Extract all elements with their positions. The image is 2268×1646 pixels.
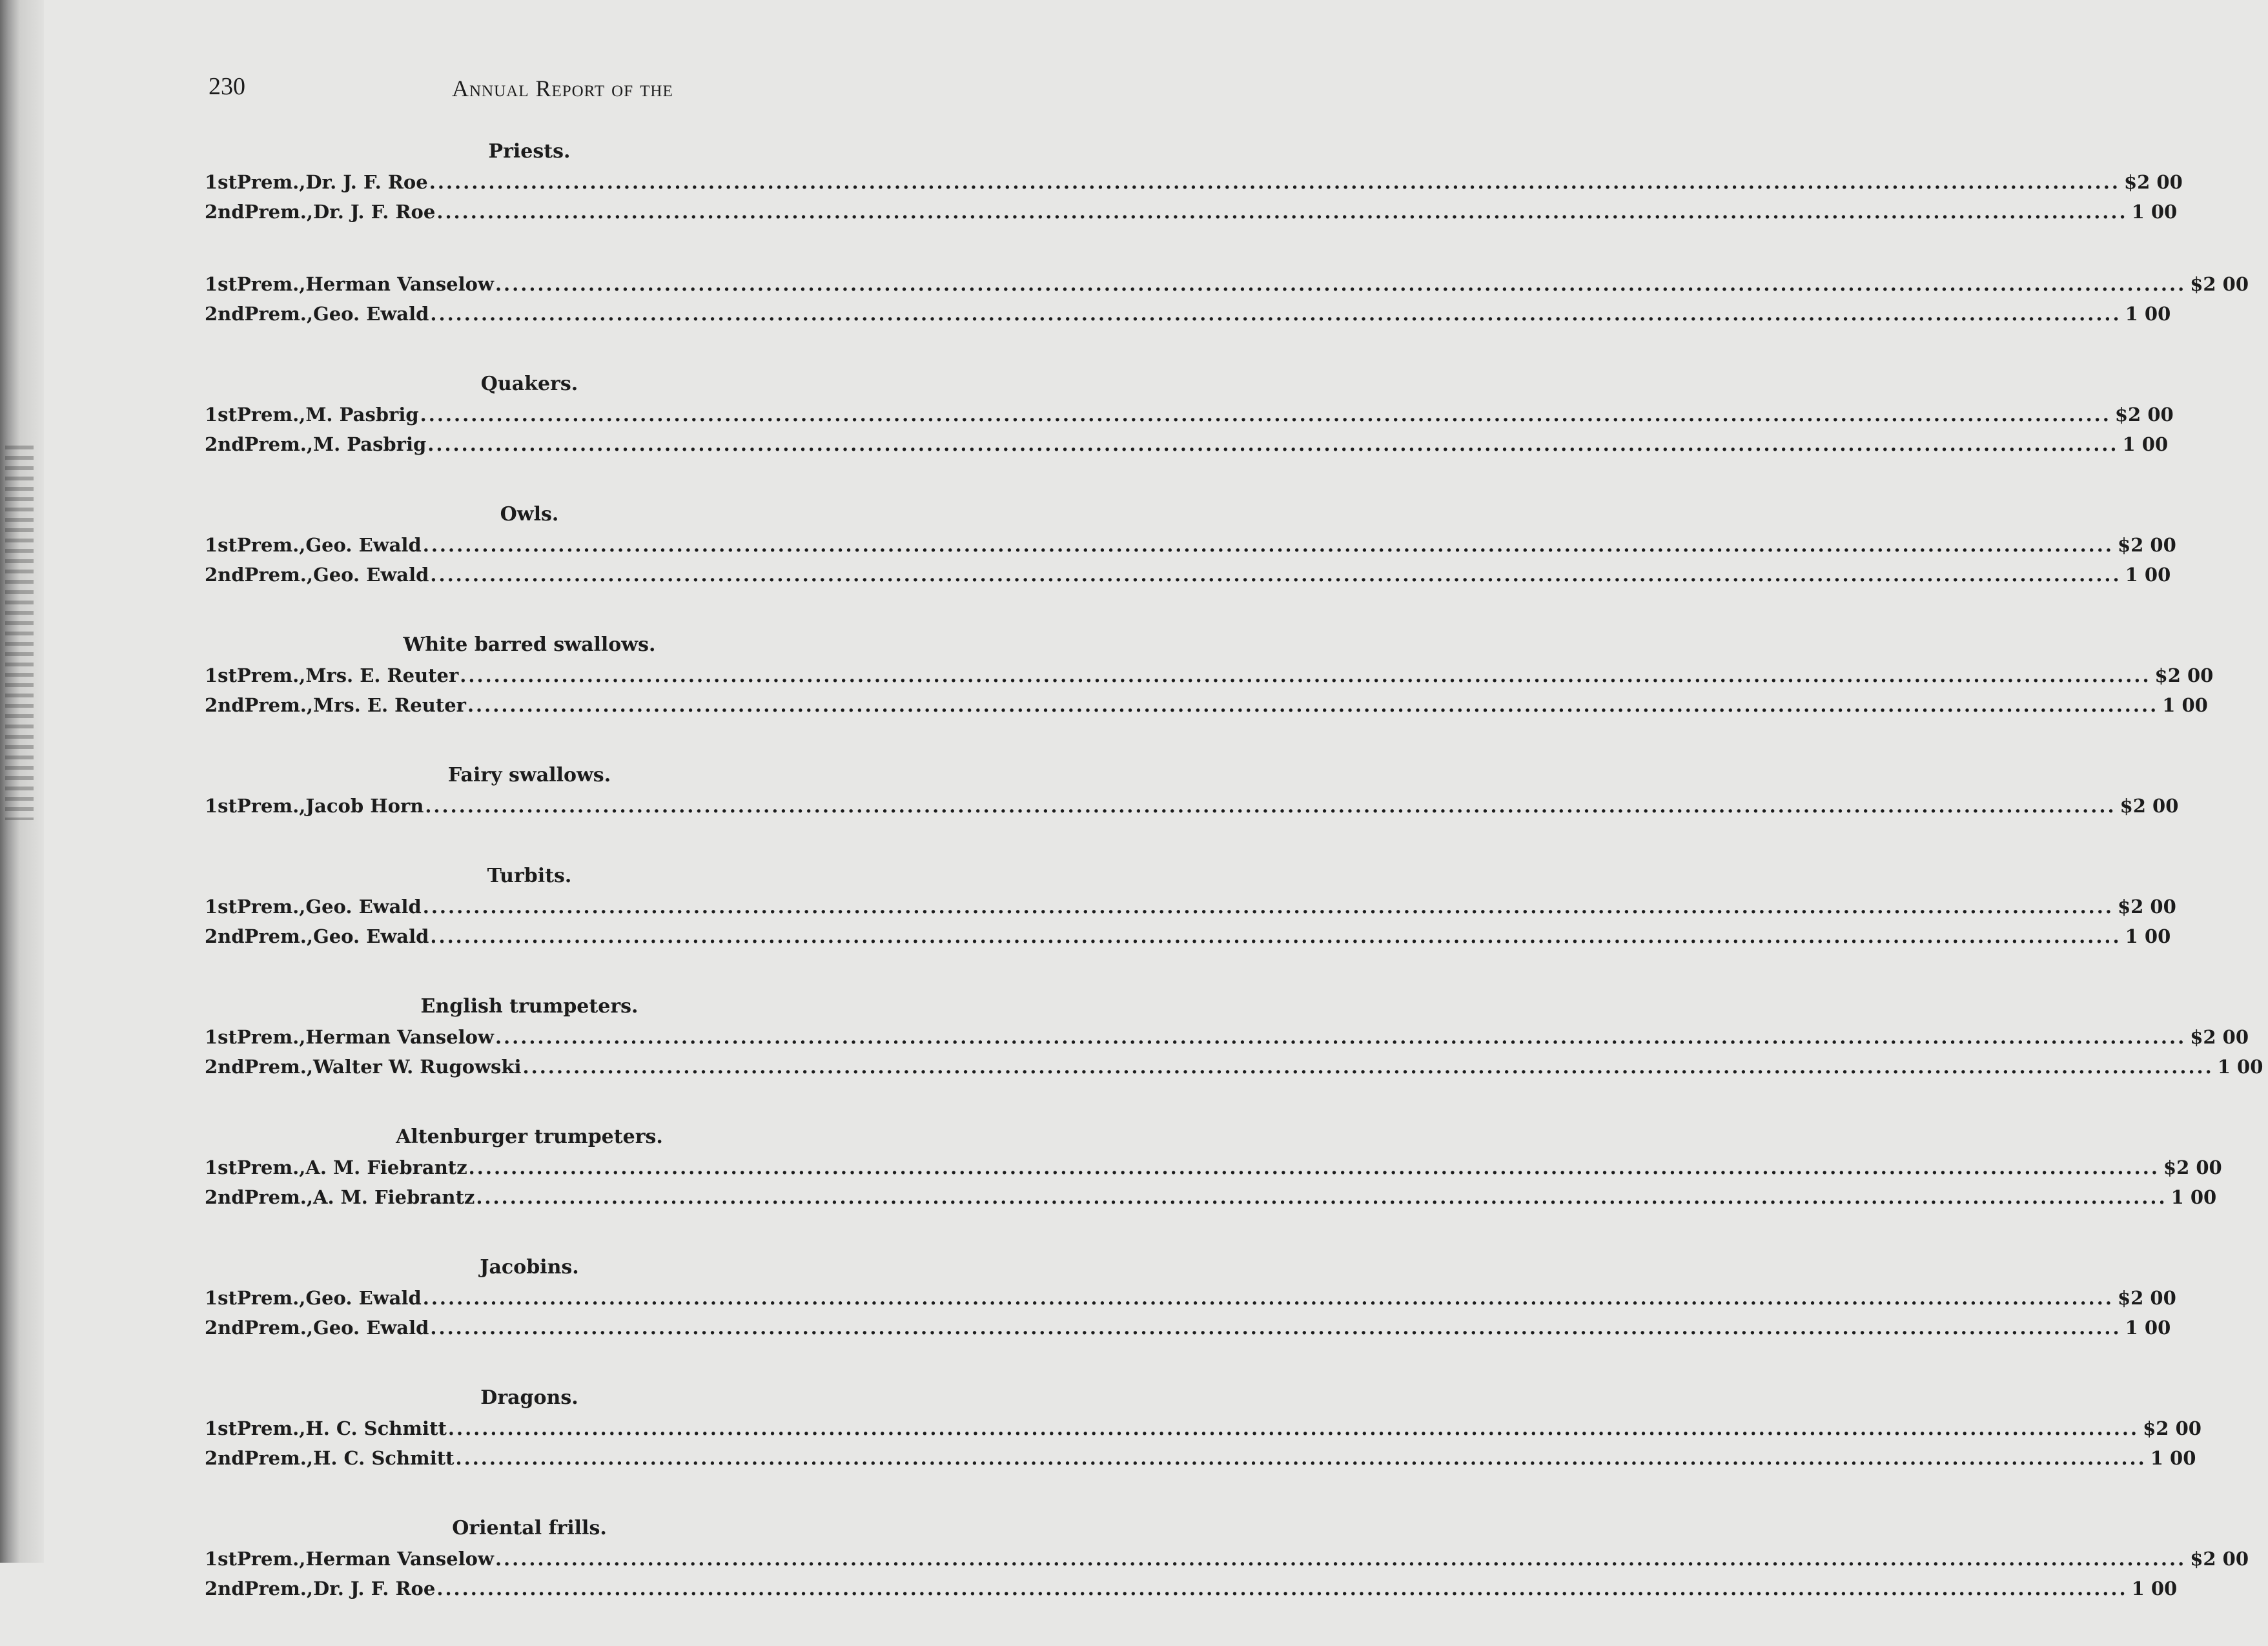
- entry-winner-name: A. M. Fiebrantz: [305, 1157, 467, 1178]
- dot-leader: ........................................................................................................................................................................................................: [430, 925, 2121, 947]
- entry-rank: 1st: [205, 1026, 237, 1048]
- dot-leader: ........................................................................................................................................................................................................: [522, 1056, 2214, 1078]
- page-binding-edge: [0, 0, 44, 1563]
- entry-rank: 1st: [205, 1548, 237, 1570]
- entry-rank: 1st: [205, 1157, 237, 1178]
- dot-leader: ........................................................................................................................................................................................................: [422, 896, 2114, 918]
- entry-amount: 1 00: [2125, 564, 2171, 586]
- entry-amount: 1 00: [2122, 433, 2169, 455]
- entry-rank: 2nd: [205, 1317, 245, 1339]
- entry-amount: 1 00: [2131, 201, 2178, 223]
- entry-amount: 1 00: [2125, 1317, 2171, 1339]
- entry-rank: 1st: [205, 404, 237, 426]
- entry-rank: 2nd: [205, 1447, 245, 1469]
- premium-section: [190, 371, 2174, 459]
- dot-leader: ........................................................................................................................................................................................................: [436, 201, 2128, 223]
- entry-prem-label: Prem.,: [236, 896, 306, 918]
- entry-rank: 1st: [205, 795, 237, 817]
- entry-prem-label: Prem.,: [244, 1056, 313, 1078]
- binding-stitch-marks: [5, 446, 34, 820]
- dot-leader: ........................................................................................................................................................................................................: [425, 795, 2116, 817]
- entry-amount: $2 00: [2190, 1548, 2249, 1570]
- premium-section: [190, 269, 2249, 329]
- entry-winner-name: H. C. Schmitt: [305, 1417, 447, 1439]
- dot-leader: ........................................................................................................................................................................................................: [436, 1578, 2128, 1600]
- entry-rank: 2nd: [205, 1056, 245, 1078]
- document-page: [190, 71, 2263, 1600]
- entry-prem-label: Prem.,: [236, 534, 306, 556]
- dot-leader: ........................................................................................................................................................................................................: [468, 1157, 2160, 1178]
- premium-entry: [190, 299, 2171, 329]
- entry-amount: $2 00: [2117, 896, 2176, 918]
- entry-winner-name: Dr. J. F. Roe: [312, 201, 436, 223]
- premium-entry: [190, 791, 2179, 821]
- premium-entry: [190, 1544, 2249, 1574]
- entry-prem-label: Prem.,: [244, 564, 313, 586]
- entry-prem-label: Prem.,: [236, 1417, 306, 1439]
- premium-entry: [190, 1022, 2249, 1052]
- entry-winner-name: Geo. Ewald: [305, 1287, 422, 1309]
- premium-entry: [190, 269, 2249, 299]
- premium-entry: [190, 661, 2214, 690]
- entry-rank: 1st: [205, 896, 237, 918]
- dot-leader: ........................................................................................................................................................................................................: [455, 1447, 2147, 1469]
- premium-entry: [190, 1052, 2263, 1082]
- entry-winner-name: H. C. Schmitt: [312, 1447, 455, 1469]
- dot-leader: ........................................................................................................................................................................................................: [495, 1026, 2187, 1048]
- entry-rank: 2nd: [205, 1578, 245, 1600]
- premium-entry: [190, 400, 2174, 429]
- entry-rank: 2nd: [205, 303, 245, 325]
- entry-amount: 1 00: [2125, 925, 2171, 947]
- dot-leader: ........................................................................................................................................................................................................: [427, 433, 2119, 455]
- premium-section: [190, 863, 2176, 951]
- premium-entry: [190, 921, 2171, 951]
- entry-rank: 1st: [205, 534, 237, 556]
- entry-amount: 1 00: [2217, 1056, 2263, 1078]
- entry-winner-name: Mrs. E. Reuter: [312, 694, 466, 716]
- section-title: White barred swallows.: [403, 633, 656, 656]
- entry-prem-label: Prem.,: [236, 664, 306, 686]
- dot-leader: ........................................................................................................................................................................................................: [495, 273, 2187, 295]
- entry-winner-name: Dr. J. F. Roe: [305, 171, 428, 193]
- entry-amount: $2 00: [2163, 1157, 2222, 1178]
- entry-amount: $2 00: [2117, 1287, 2176, 1309]
- entry-winner-name: Geo. Ewald: [312, 1317, 429, 1339]
- entry-amount: 1 00: [2171, 1186, 2217, 1208]
- running-title: Annual Report of the: [452, 76, 673, 101]
- premium-entry: [190, 1153, 2222, 1182]
- entry-winner-name: Geo. Ewald: [312, 564, 429, 586]
- premium-entry: [190, 1574, 2178, 1603]
- premium-entry: [190, 690, 2208, 720]
- entry-prem-label: Prem.,: [236, 795, 306, 817]
- entry-amount: $2 00: [2114, 404, 2174, 426]
- entry-amount: $2 00: [2190, 1026, 2249, 1048]
- entry-winner-name: Herman Vanselow: [305, 1026, 494, 1048]
- entry-rank: 1st: [205, 171, 237, 193]
- entry-prem-label: Prem.,: [244, 925, 313, 947]
- premium-section: [190, 1385, 2202, 1473]
- premium-section: [190, 502, 2176, 590]
- entry-rank: 2nd: [205, 1186, 245, 1208]
- premium-section: [190, 994, 2263, 1082]
- entry-rank: 1st: [205, 664, 237, 686]
- dot-leader: ........................................................................................................................................................................................................: [422, 1287, 2114, 1309]
- premium-section: [190, 763, 2179, 821]
- entry-winner-name: Geo. Ewald: [305, 896, 422, 918]
- entry-amount: 1 00: [2131, 1578, 2178, 1600]
- section-title: Altenburger trumpeters.: [396, 1126, 663, 1148]
- entry-amount: $2 00: [2117, 534, 2176, 556]
- entry-winner-name: A. M. Fiebrantz: [312, 1186, 475, 1208]
- entry-amount: $2 00: [2120, 795, 2179, 817]
- page-number: 230: [209, 73, 245, 100]
- section-title: Turbits.: [487, 865, 572, 887]
- premium-section: [190, 1516, 2249, 1603]
- premium-section: [190, 632, 2214, 720]
- entry-prem-label: Prem.,: [244, 201, 313, 223]
- premium-section: [190, 139, 2183, 227]
- entry-prem-label: Prem.,: [236, 1157, 306, 1178]
- entry-prem-label: Prem.,: [236, 1287, 306, 1309]
- entry-winner-name: Walter W. Rugowski: [312, 1056, 522, 1078]
- entry-rank: 2nd: [205, 694, 245, 716]
- entry-rank: 1st: [205, 273, 237, 295]
- dot-leader: ........................................................................................................................................................................................................: [422, 534, 2114, 556]
- dot-leader: ........................................................................................................................................................................................................: [430, 1317, 2121, 1339]
- entry-rank: 2nd: [205, 201, 245, 223]
- entry-winner-name: M. Pasbrig: [305, 404, 419, 426]
- section-title: Dragons.: [480, 1386, 578, 1409]
- entry-prem-label: Prem.,: [236, 273, 306, 295]
- entry-rank: 1st: [205, 1287, 237, 1309]
- premium-entry: [190, 167, 2183, 197]
- entry-amount: $2 00: [2143, 1417, 2202, 1439]
- section-title: Quakers.: [480, 373, 578, 395]
- entry-prem-label: Prem.,: [244, 1447, 313, 1469]
- entry-rank: 1st: [205, 1417, 237, 1439]
- entry-prem-label: Prem.,: [244, 433, 313, 455]
- entry-prem-label: Prem.,: [244, 303, 313, 325]
- entry-amount: $2 00: [2190, 273, 2249, 295]
- dot-leader: ........................................................................................................................................................................................................: [447, 1417, 2140, 1439]
- entry-prem-label: Prem.,: [244, 1578, 313, 1600]
- premium-entry: [190, 1414, 2202, 1443]
- premium-entry: [190, 1182, 2217, 1212]
- dot-leader: ........................................................................................................................................................................................................: [420, 404, 2111, 426]
- dot-leader: ........................................................................................................................................................................................................: [430, 564, 2121, 586]
- entry-winner-name: M. Pasbrig: [312, 433, 427, 455]
- dot-leader: ........................................................................................................................................................................................................: [429, 171, 2120, 193]
- entry-winner-name: Herman Vanselow: [305, 1548, 494, 1570]
- dot-leader: ........................................................................................................................................................................................................: [460, 664, 2151, 686]
- entry-winner-name: Mrs. E. Reuter: [305, 664, 459, 686]
- entry-prem-label: Prem.,: [244, 1186, 313, 1208]
- entry-prem-label: Prem.,: [244, 694, 313, 716]
- dot-leader: ........................................................................................................................................................................................................: [495, 1548, 2187, 1570]
- dot-leader: ........................................................................................................................................................................................................: [430, 303, 2121, 325]
- premium-entry: [190, 197, 2178, 227]
- premium-entry: [190, 892, 2176, 921]
- section-title: English trumpeters.: [420, 995, 639, 1018]
- page-header: [190, 71, 1010, 110]
- premium-section: [190, 1255, 2176, 1343]
- section-title: Priests.: [488, 140, 571, 163]
- entry-prem-label: Prem.,: [244, 1317, 313, 1339]
- entry-amount: $2 00: [2154, 664, 2214, 686]
- entry-prem-label: Prem.,: [236, 1026, 306, 1048]
- premium-entry: [190, 429, 2169, 459]
- entry-amount: $2 00: [2123, 171, 2183, 193]
- entry-amount: 1 00: [2162, 694, 2208, 716]
- premium-entry: [190, 560, 2171, 590]
- premium-entry: [190, 1443, 2196, 1473]
- entry-winner-name: Geo. Ewald: [312, 303, 429, 325]
- dot-leader: ........................................................................................................................................................................................................: [476, 1186, 2167, 1208]
- entry-winner-name: Geo. Ewald: [305, 534, 422, 556]
- section-title: Oriental frills.: [452, 1517, 607, 1539]
- entry-prem-label: Prem.,: [236, 171, 306, 193]
- entry-winner-name: Herman Vanselow: [305, 273, 494, 295]
- premium-entry: [190, 1283, 2176, 1313]
- entry-winner-name: Geo. Ewald: [312, 925, 429, 947]
- entry-prem-label: Prem.,: [236, 404, 306, 426]
- section-title: Fairy swallows.: [447, 764, 611, 787]
- entry-rank: 2nd: [205, 564, 245, 586]
- entry-prem-label: Prem.,: [236, 1548, 306, 1570]
- entry-winner-name: Jacob Horn: [305, 795, 424, 817]
- premium-entry: [190, 1313, 2171, 1343]
- entry-rank: 2nd: [205, 925, 245, 947]
- premium-list: [190, 139, 2263, 1646]
- entry-rank: 2nd: [205, 433, 245, 455]
- section-title: Jacobins.: [480, 1256, 579, 1279]
- premium-section: [190, 1124, 2222, 1212]
- premium-entry: [190, 530, 2176, 560]
- section-title: Owls.: [500, 503, 559, 526]
- entry-winner-name: Dr. J. F. Roe: [312, 1578, 436, 1600]
- entry-amount: 1 00: [2125, 303, 2171, 325]
- dot-leader: ........................................................................................................................................................................................................: [467, 694, 2159, 716]
- entry-amount: 1 00: [2150, 1447, 2196, 1469]
